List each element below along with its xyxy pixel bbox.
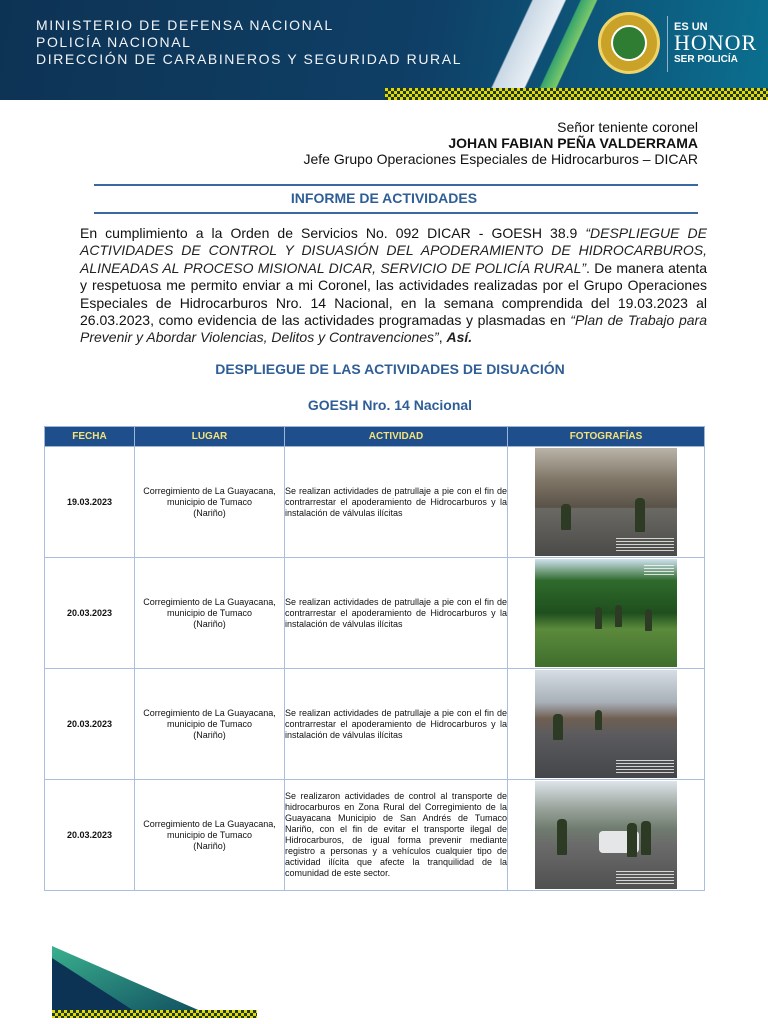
footer-checker-band: [52, 1010, 257, 1018]
row-photo-cell: [508, 669, 705, 780]
row-place-text: Corregimiento de La Guayacana, municipio de Tumaco: [143, 596, 276, 618]
row-place: [135, 447, 285, 558]
logo-sub-text: SER POLICÍA: [674, 54, 738, 65]
table-row: [45, 558, 705, 669]
row-activity: Se realizaron actividades de control al transporte de hidrocarburos en Zona Rural del Corregimiento de la Guayacana Municipio de San Andrés de Tumaco Nariño, con el fin de evitar el transporte ilegal de Hidrocarburos, de igual forma prevenir mediante registro a personas y a vehículos cualquier tipo de actividad ilícita que afecte la tranquilidad de la comunidad de este sector.: [285, 780, 508, 891]
row-place-text: Corregimiento de La Guayacana, municipio de Tumaco: [143, 818, 276, 840]
row-date: 19.03.2023: [45, 447, 135, 558]
intro-closing: Así.: [446, 329, 473, 346]
intro-paragraph: [80, 225, 707, 347]
title-rule-top: [94, 184, 698, 186]
row-photo-cell: [508, 558, 705, 669]
row-place-dept: (Nariño): [193, 729, 226, 740]
row-date: 20.03.2023: [45, 669, 135, 780]
vehicle-check-photo: [535, 781, 677, 889]
row-place-text: Corregimiento de La Guayacana, municipio de Tumaco: [143, 707, 276, 729]
report-title: INFORME DE ACTIVIDADES: [290, 190, 478, 206]
table-row: [45, 447, 705, 558]
intro-plan-title: “Plan de Trabajo para Prevenir y Abordar Violencias, Delitos y Contravenciones”: [80, 312, 708, 346]
row-place-dept: (Nariño): [193, 507, 226, 518]
intro-text-3: ,: [438, 329, 447, 346]
row-photo-cell: [508, 780, 705, 891]
col-header-date: FECHA: [45, 427, 135, 447]
police-seal-icon: [598, 12, 660, 74]
header-checker-band: [385, 88, 768, 100]
header-line-ministry: MINISTERIO DE DEFENSA NACIONAL: [36, 17, 334, 33]
intro-text-1: En cumplimiento a la Orden de Servicios No. 092 DICAR - GOESH 38.9: [80, 225, 586, 241]
patrol-street-photo: [535, 448, 677, 556]
section-title: DESPLIEGUE DE LAS ACTIVIDADES DE DISUACIÓN: [215, 361, 565, 377]
col-header-activity: ACTIVIDAD: [285, 427, 508, 447]
addressee-position: Jefe Grupo Operaciones Especiales de Hidrocarburos – DICAR: [303, 151, 698, 167]
row-place: [135, 669, 285, 780]
row-date: 20.03.2023: [45, 780, 135, 891]
patrol-field-photo: [535, 559, 677, 667]
table-row: [45, 780, 705, 891]
row-photo-cell: [508, 447, 705, 558]
page-header: [0, 0, 768, 100]
table-header-row: [45, 427, 705, 447]
header-decor-stripe-green: [520, 0, 610, 100]
patrol-road-photo: [535, 670, 677, 778]
logo-honor-text: HONOR: [674, 30, 758, 55]
row-place-dept: (Nariño): [193, 618, 226, 629]
title-rule-bottom: [94, 212, 698, 214]
row-place-dept: (Nariño): [193, 840, 226, 851]
row-place: [135, 780, 285, 891]
col-header-photos: FOTOGRAFÍAS: [508, 427, 705, 447]
row-date: 20.03.2023: [45, 558, 135, 669]
row-activity: Se realizan actividades de patrullaje a pie con el fin de contrarrestar el apoderamiento de Hidrocarburos y la instalación de válvulas ilícitas: [285, 558, 508, 669]
col-header-place: LUGAR: [135, 427, 285, 447]
row-activity: Se realizan actividades de patrullaje a pie con el fin de contrarrestar el apoderamiento de Hidrocarburos y la instalación de válvulas ilícitas: [285, 447, 508, 558]
row-place-text: Corregimiento de La Guayacana, municipio de Tumaco: [143, 485, 276, 507]
addressee-salutation: Señor teniente coronel: [557, 119, 698, 135]
row-place: [135, 558, 285, 669]
header-line-direction: DIRECCIÓN DE CARABINEROS Y SEGURIDAD RURAL: [36, 51, 463, 67]
logo-divider: [667, 16, 668, 72]
activities-table: [44, 426, 705, 891]
header-line-police: POLICÍA NACIONAL: [36, 34, 192, 50]
footer-decor-shape: [52, 946, 212, 1016]
intro-order-title: “DESPLIEGUE DE ACTIVIDADES DE CONTROL Y DISUASIÓN DEL APODERAMIENTO DE HIDROCARBUROS, ALINEADAS AL PROCESO MISIONAL DICAR, SERVICIO DE POLICÍA RURAL”: [80, 225, 707, 276]
table-row: [45, 669, 705, 780]
subsection-title: GOESH Nro. 14 Nacional: [307, 397, 473, 413]
intro-text-2: . De manera atenta y respetuosa me permito enviar a mi Coronel, las actividades realizadas por el Grupo Operaciones Especiales de Hidrocarburos Nro. 14 Nacional, en la semana comprendida del 19.03.2023 al 26.03.2023, como evidencia de las actividades programadas y plasmadas en: [80, 259, 707, 329]
row-activity: Se realizan actividades de patrullaje a pie con el fin de contrarrestar el apoderamiento de Hidrocarburos y la instalación de válvulas ilícitas: [285, 669, 508, 780]
addressee-name: JOHAN FABIAN PEÑA VALDERRAMA: [448, 135, 698, 151]
logo-small-text: ES UN: [674, 21, 708, 33]
